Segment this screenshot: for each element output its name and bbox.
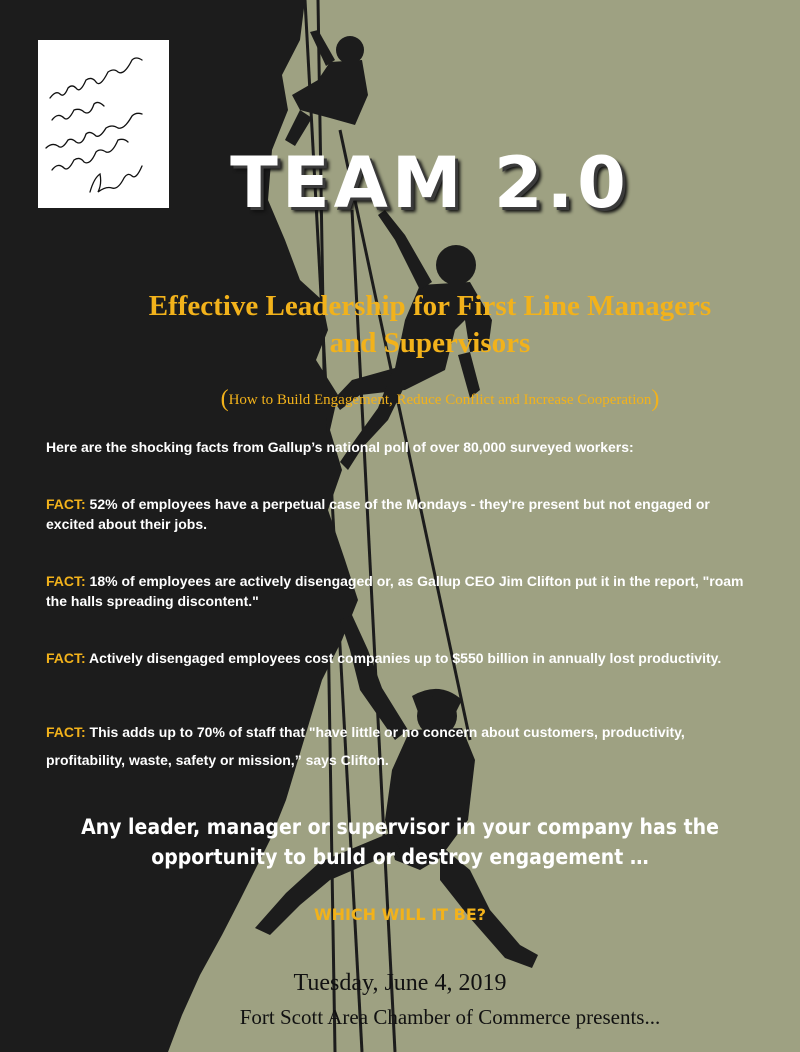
fact-text: 18% of employees are actively disengaged or, as Gallup CEO Jim Clifton put it in the report, "roam the halls spreading discontent." [46,573,744,609]
fact-text: This adds up to 70% of staff that "have little or no concern about customers, productivity, profitability, waste, safety or mission,” says Clifton. [46,724,685,768]
fact-label: FACT: [46,573,86,589]
fact-label: FACT: [46,724,86,740]
subtitle [30,288,800,362]
fact-3 [46,648,761,668]
cta-line-1: Any leader, manager or supervisor in your company has the [81,815,719,839]
question-text: WHICH WILL IT BE? [313,905,487,924]
subtitle-line-1: Effective Leadership for First Line Managers [148,290,712,322]
climber-top [285,30,368,146]
event-date: Tuesday, June 4, 2019 [293,970,507,996]
fact-label: FACT: [46,650,86,666]
fact-text: Actively disengaged employees cost companies up to $550 billion in annually lost productivity. [85,650,722,666]
tagline-open-paren: ( [220,386,229,412]
poster-title: TEAM 2.0 [230,142,630,224]
tagline [40,386,800,413]
intro-text: Here are the shocking facts from Gallup’s national poll of over 80,000 surveyed workers: [46,439,634,455]
presenter-text: Fort Scott Area Chamber of Commerce presents... [239,1005,661,1029]
tagline-close-paren: ) [651,386,660,412]
fact-2 [46,571,761,611]
cta-line-2: opportunity to build or destroy engagement … [151,845,649,869]
subtitle-line-2: and Supervisors [329,327,531,359]
fact-1 [46,494,761,534]
call-to-action [72,812,729,872]
fact-text: 52% of employees have a perpetual case of the Mondays - they're present but not engaged or excited about their jobs. [46,496,710,532]
fact-label: FACT: [46,496,86,512]
fact-4 [46,718,761,774]
tagline-text: How to Build Engagement, Reduce Conflict and Increase Cooperation [228,392,652,408]
